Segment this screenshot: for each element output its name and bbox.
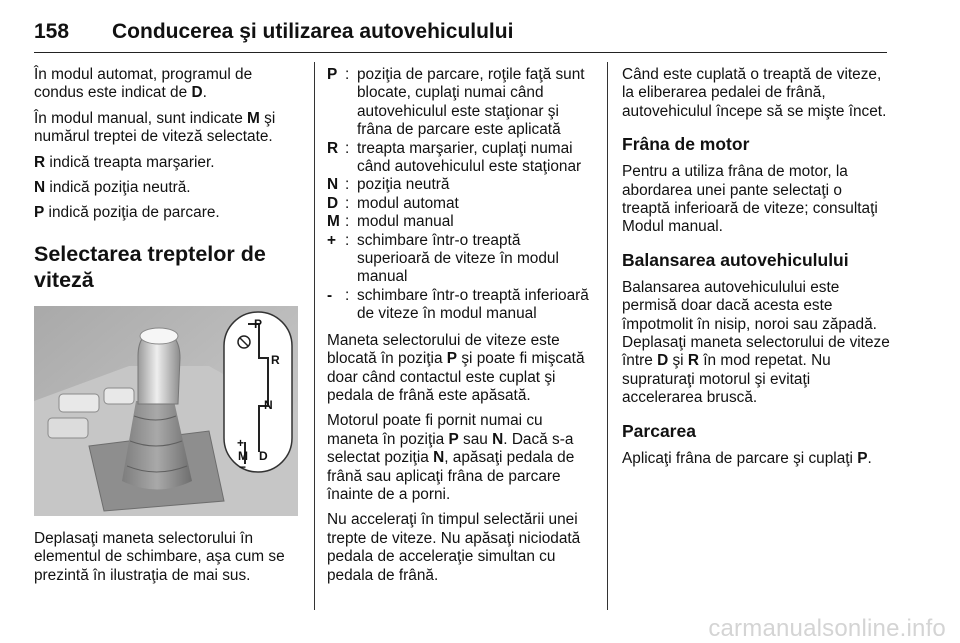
illustration-caption: Deplasaţi maneta selectorului în elementul de schimbare, aşa cum se prezintă în ilustraţia de mai sus. (34, 529, 285, 584)
gear-selector-illustration (34, 306, 298, 516)
paragraph-selector-lock: Maneta selectorului de viteze este blocată în poziţia P şi poate fi mişcată doar când contactul este cuplat şi pedala de frână este apăsată. (327, 331, 585, 404)
column-divider-1 (314, 62, 315, 610)
paragraph-engine-brake: Pentru a utiliza frâna de motor, la abordarea unei pante selectaţi o treaptă inferioară de viteze; consultaţi Modul manual. (622, 163, 878, 236)
gear-definitions-list (327, 66, 597, 324)
definition-item: R : treapta marşarier, cuplaţi numai când autovehiculul este staţionar (327, 139, 582, 176)
section-heading-gear-selection: Selectarea treptelor de viteză (34, 241, 266, 292)
illustration-label-n: N (264, 397, 273, 412)
illustration-label-r: R (271, 352, 280, 367)
column-right (622, 66, 890, 475)
paragraph-neutral: N indică poziţia neutră. (34, 179, 191, 197)
illustration-label-plus: + (237, 435, 245, 450)
definition-item: + : schimbare într-o treaptă superioară de viteze în modul manual (327, 231, 559, 286)
illustration-label-minus: − (239, 459, 247, 474)
column-left (34, 66, 302, 592)
paragraph-automatic-mode: În modul automat, programul de condus este indicat de D. (34, 66, 253, 102)
paragraph-rocking: Balansarea autovehiculului este permisă doar dacă acesta este împotmolit în nisip, noroi sau zăpadă. Deplasaţi maneta selectorului de viteze între D şi R în mod repetat. Nu supraturaţi motorul şi evitaţi accelerarea bruscă. (622, 278, 890, 407)
definition-item: D : modul automat (327, 194, 459, 212)
illustration-label-p: P (254, 316, 263, 331)
definition-item: - : schimbare într-o treaptă inferioară de viteze în modul manual (327, 286, 589, 323)
paragraph-manual-mode: În modul manual, sunt indicate M şi numărul treptei de viteză selectate. (34, 109, 276, 146)
column-divider-2 (607, 62, 608, 610)
page-number: 158 (34, 20, 70, 43)
illustration-label-m: M (238, 448, 248, 463)
paragraph-reverse: R indică treapta marşarier. (34, 153, 215, 171)
section-heading-rocking: Balansarea autovehiculului (622, 249, 849, 270)
paragraph-engine-start: Motorul poate fi pornit numai cu maneta în poziţia P sau N. Dacă s-a selectat poziţia N, apăsaţi pedala de frână sau aplicaţi frâna de parcare înainte de a porni. (327, 412, 575, 503)
definition-item: M : modul manual (327, 213, 454, 231)
paragraph-park: P indică poziţia de parcare. (34, 204, 220, 222)
paragraph-creep: Când este cuplată o treaptă de viteze, la eliberarea pedalei de frână, autovehiculul începe să se mişte încet. (622, 66, 887, 120)
column-middle (327, 66, 597, 592)
paragraph-no-acceleration: Nu acceleraţi în timpul selectării unei trepte de viteze. Nu apăsaţi niciodată pedala de acceleraţie simultan cu pedala de frână. (327, 511, 581, 584)
section-heading-parking: Parcarea (622, 420, 696, 441)
definition-item: N : poziţia neutră (327, 176, 450, 194)
page-title: Conducerea şi utilizarea autovehiculului (112, 20, 514, 43)
watermark: carmanualsonline.info (708, 615, 946, 642)
paragraph-parking: Aplicaţi frâna de parcare şi cuplaţi P. (622, 449, 872, 467)
definition-item: P : poziţia de parcare, roţile faţă sunt blocate, cuplaţi numai când autovehiculul este staţionar şi frâna de parcare este aplicată (327, 66, 585, 139)
section-heading-engine-brake: Frâna de motor (622, 134, 750, 155)
illustration-label-d: D (259, 448, 268, 463)
page-header (34, 18, 887, 53)
